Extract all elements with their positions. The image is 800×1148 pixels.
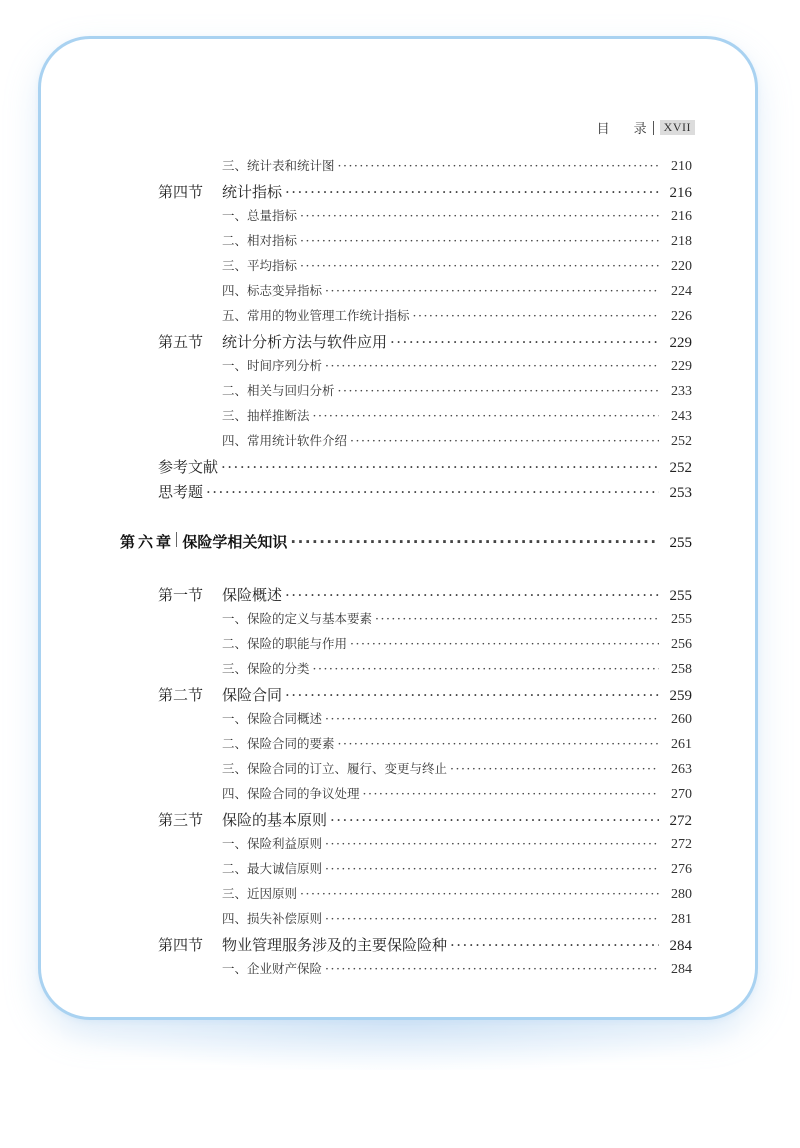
- toc-title: 四、标志变异指标: [222, 283, 323, 298]
- toc-leader: [300, 233, 659, 248]
- toc-leader: [285, 183, 659, 201]
- toc-page: 261: [671, 737, 692, 752]
- toc-item[interactable]: [222, 609, 692, 628]
- toc-leader: [325, 836, 659, 851]
- toc-leader: [363, 786, 659, 801]
- toc-chapter[interactable]: [120, 531, 692, 552]
- toc-leader: [285, 586, 659, 604]
- toc-item[interactable]: [222, 256, 692, 275]
- toc-leader: [390, 333, 659, 351]
- toc-title: 一、保险合同概述: [222, 711, 323, 726]
- toc-title: 二、相关与回归分析: [222, 383, 335, 398]
- toc-title: 一、总量指标: [222, 208, 298, 223]
- toc-page: 218: [671, 234, 692, 249]
- toc-title: 一、企业财产保险: [222, 961, 323, 976]
- toc-item[interactable]: [222, 634, 692, 653]
- toc-leader: [450, 936, 659, 954]
- toc-title: 五、常用的物业管理工作统计指标: [222, 308, 410, 323]
- toc-section[interactable]: [158, 809, 692, 830]
- toc-title: 保险的基本原则: [222, 811, 328, 829]
- toc-section[interactable]: [158, 481, 692, 502]
- toc-title: 二、保险的职能与作用: [222, 636, 348, 651]
- toc-prefix: 第四节: [158, 183, 204, 201]
- toc-leader: [325, 961, 659, 976]
- toc-item[interactable]: [222, 306, 692, 325]
- toc-prefix: 第五节: [158, 333, 204, 351]
- toc-title: 一、保险的定义与基本要素: [222, 611, 373, 626]
- toc-item[interactable]: [222, 834, 692, 853]
- toc-title: 统计分析方法与软件应用: [222, 333, 388, 351]
- toc-item[interactable]: [222, 206, 692, 225]
- toc-page: 252: [671, 434, 692, 449]
- toc-leader: [300, 886, 659, 901]
- toc-title: 二、保险合同的要素: [222, 736, 335, 751]
- running-head-char-2: 录: [633, 122, 647, 137]
- toc-leader: [206, 483, 659, 501]
- toc-page: 260: [671, 712, 692, 727]
- toc-leader: [325, 358, 659, 373]
- toc-item[interactable]: [222, 859, 692, 878]
- toc-title: 二、最大诚信原则: [222, 861, 323, 876]
- toc-title: 三、统计表和统计图: [222, 158, 335, 173]
- toc-prefix: 第二节: [158, 686, 204, 704]
- toc-leader: [325, 283, 659, 298]
- running-head-char-1: 目: [596, 122, 610, 137]
- toc-prefix: 第三节: [158, 811, 204, 829]
- toc-item[interactable]: [222, 909, 692, 928]
- toc-title: 参考文献: [158, 458, 219, 476]
- toc-item[interactable]: [222, 959, 692, 978]
- toc-page: 263: [671, 762, 692, 777]
- toc-leader: [338, 383, 659, 398]
- toc-leader: [350, 636, 659, 651]
- toc-leader: [313, 661, 659, 676]
- toc-item[interactable]: [222, 381, 692, 400]
- toc-page: 229: [669, 335, 692, 351]
- toc-leader: [350, 433, 659, 448]
- toc-title: 三、保险合同的订立、履行、变更与终止: [222, 761, 448, 776]
- toc-page: 259: [669, 688, 692, 704]
- toc-page: 272: [671, 837, 692, 852]
- toc-page: 255: [669, 588, 692, 604]
- toc-page: 253: [669, 485, 692, 501]
- running-head: [597, 118, 695, 137]
- toc-leader: [325, 911, 659, 926]
- toc-title: 统计指标: [222, 183, 283, 201]
- toc-title: 四、常用统计软件介绍: [222, 433, 348, 448]
- toc-page: 255: [669, 535, 692, 551]
- toc-title: 保险概述: [222, 586, 283, 604]
- toc-section[interactable]: [158, 934, 692, 955]
- toc-page: 284: [669, 938, 692, 954]
- toc-page: 216: [671, 209, 692, 224]
- toc-item[interactable]: [222, 709, 692, 728]
- toc-title: 保险学相关知识: [182, 533, 288, 551]
- toc-item[interactable]: [222, 431, 692, 450]
- toc-title: 三、抽样推断法: [222, 408, 310, 423]
- toc-leader: [300, 208, 659, 223]
- toc-item[interactable]: [222, 734, 692, 753]
- toc-page: 229: [671, 359, 692, 374]
- toc-item[interactable]: [222, 784, 692, 803]
- toc-leader: [413, 308, 659, 323]
- toc-title: 保险合同: [222, 686, 283, 704]
- toc-title: 思考题: [158, 483, 204, 501]
- toc-page: 220: [671, 259, 692, 274]
- toc-page: 270: [671, 787, 692, 802]
- toc-section[interactable]: [158, 584, 692, 605]
- toc-page: 284: [671, 962, 692, 977]
- toc-leader: [325, 711, 659, 726]
- toc-item[interactable]: [222, 759, 692, 778]
- toc-section[interactable]: [158, 684, 692, 705]
- toc-item[interactable]: [222, 156, 692, 175]
- toc-leader: [300, 258, 659, 273]
- toc-title: 物业管理服务涉及的主要保险险种: [222, 936, 448, 954]
- toc-item[interactable]: [222, 356, 692, 375]
- toc-page: 226: [671, 309, 692, 324]
- toc-prefix: 第一节: [158, 586, 204, 604]
- toc-page: 276: [671, 862, 692, 877]
- toc-page: 272: [669, 813, 692, 829]
- toc-item[interactable]: [222, 884, 692, 903]
- toc-item[interactable]: [222, 659, 692, 678]
- toc-title: 三、保险的分类: [222, 661, 310, 676]
- running-head-page-number: XVII: [660, 120, 695, 135]
- toc-chapter-prefix: 第六章: [120, 533, 175, 551]
- running-head-divider: [653, 121, 654, 135]
- toc-title: 一、时间序列分析: [222, 358, 323, 373]
- toc-page: 233: [671, 384, 692, 399]
- toc-leader: [290, 533, 659, 551]
- toc-title: 三、近因原则: [222, 886, 298, 901]
- toc-section[interactable]: [158, 456, 692, 477]
- toc-leader: [221, 458, 659, 476]
- toc-page: 256: [671, 637, 692, 652]
- toc-page: 224: [671, 284, 692, 299]
- toc-item[interactable]: [222, 281, 692, 300]
- toc-leader: [330, 811, 659, 829]
- toc-section[interactable]: [158, 331, 692, 352]
- toc-title: 四、保险合同的争议处理: [222, 786, 360, 801]
- toc-page: 255: [671, 612, 692, 627]
- toc-leader: [450, 761, 659, 776]
- toc-leader: [338, 158, 659, 173]
- toc-page: 280: [671, 887, 692, 902]
- toc-page: 216: [669, 185, 692, 201]
- toc-page: 252: [669, 460, 692, 476]
- toc-leader: [325, 861, 659, 876]
- toc-leader: [338, 736, 659, 751]
- toc-title: 四、损失补偿原则: [222, 911, 323, 926]
- toc-item[interactable]: [222, 406, 692, 425]
- toc-prefix: 第四节: [158, 936, 204, 954]
- toc-section[interactable]: [158, 181, 692, 202]
- toc-leader: [375, 611, 659, 626]
- toc-title: 一、保险利益原则: [222, 836, 323, 851]
- toc-item[interactable]: [222, 231, 692, 250]
- toc-page: 258: [671, 662, 692, 677]
- toc-page: 210: [671, 159, 692, 174]
- toc-leader: [285, 686, 659, 704]
- toc-leader: [313, 408, 659, 423]
- toc-page: 281: [671, 912, 692, 927]
- toc-title: 二、相对指标: [222, 233, 298, 248]
- toc-page: 243: [671, 409, 692, 424]
- toc-title: 三、平均指标: [222, 258, 298, 273]
